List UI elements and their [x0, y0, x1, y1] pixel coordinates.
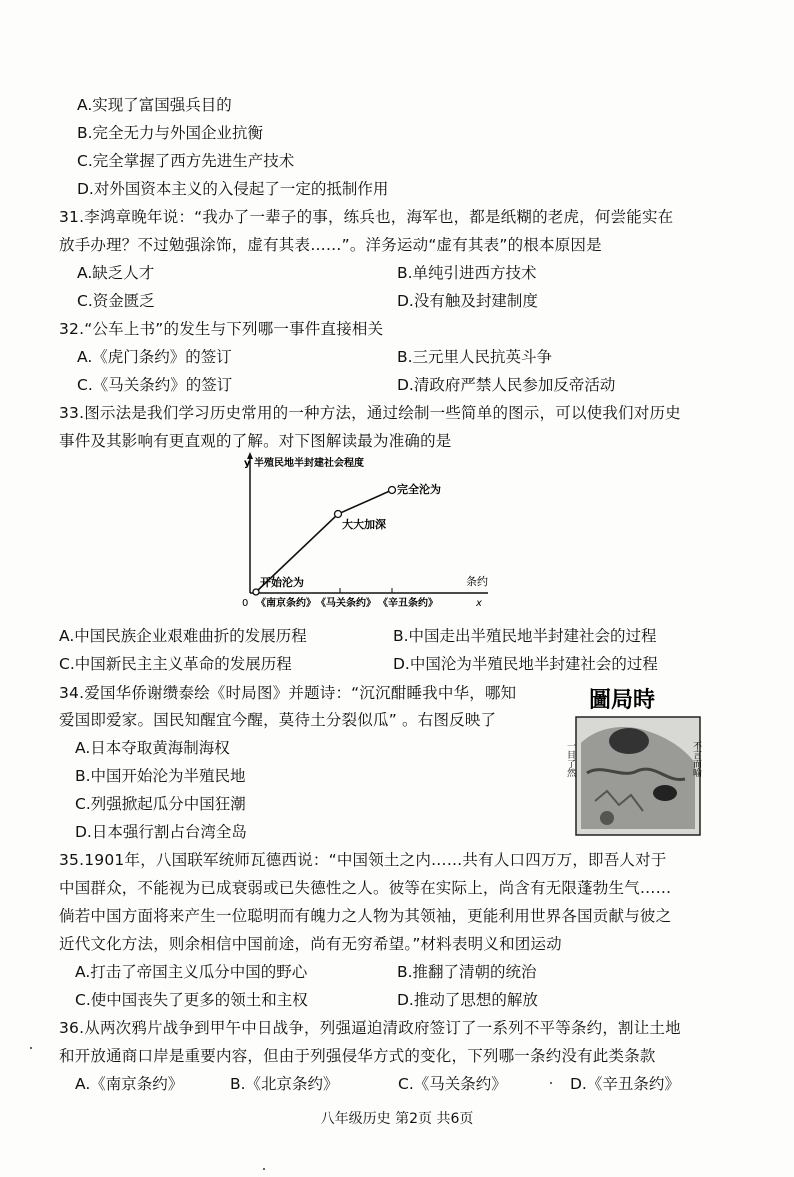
x-axis-label: 条约	[466, 575, 488, 588]
q33-option-a: A.中国民族企业艰难曲折的发展历程	[59, 627, 307, 645]
point-label-3: 完全沦为	[397, 483, 441, 496]
q33-option-d: D.中国沦为半殖民地半封建社会的过程	[393, 655, 658, 673]
x-category-nanjing: 《南京条约》	[256, 598, 316, 609]
q30-option-a: A.实现了富国强兵目的	[77, 96, 232, 114]
q31-option-c: C.资金匮乏	[77, 292, 155, 310]
page-footer: 八年级历史 第2页 共6页	[320, 1111, 474, 1127]
scan-speck	[550, 1082, 552, 1084]
y-axis-label: y 半殖民地半封建社会程度	[244, 458, 364, 469]
q32-option-d: D.清政府严禁人民参加反帝活动	[397, 376, 616, 394]
q33-stem-line1: 33.图示法是我们学习历史常用的一种方法，通过绘制一些简单的图示，可以使我们对历史	[59, 404, 681, 422]
q32-option-c: C.《马关条约》的签订	[77, 376, 233, 394]
history-line-chart	[230, 450, 500, 610]
q31-option-d: D.没有触及封建制度	[397, 292, 538, 310]
q36-option-d: D.《辛丑条约》	[570, 1075, 680, 1093]
x-category-maguan: 《马关条约》	[316, 598, 376, 609]
q33-option-b: B.中国走出半殖民地半封建社会的过程	[393, 627, 657, 645]
q30-option-b: B.完全无力与外国企业抗衡	[77, 124, 264, 142]
q34-option-d: D.日本强行割占台湾全岛	[75, 823, 247, 841]
q31-option-b: B.单纯引进西方技术	[397, 264, 537, 282]
q35-stem-line3: 倘若中国方面将来产生一位聪明而有魄力之人物为其领袖，更能利用世界各国贡献与彼之	[59, 907, 672, 925]
q35-option-a: A.打击了帝国主义瓜分中国的野心	[75, 963, 308, 981]
q34-stem-line1: 34.爱国华侨谢缵泰绘《时局图》并题诗：“沉沉酣睡我中华，哪知	[59, 684, 517, 702]
cartoon-bird	[653, 785, 677, 801]
q35-stem-line2: 中国群众，不能视为已成衰弱或已失德性之人。彼等在实际上，尚含有无限蓬勃生气……	[59, 879, 672, 897]
q32-stem: 32.“公车上书”的发生与下列哪一事件直接相关	[59, 320, 384, 338]
q35-option-d: D.推动了思想的解放	[397, 991, 538, 1009]
cartoon-bear	[609, 728, 649, 754]
q31-option-a: A.缺乏人才	[77, 264, 155, 282]
q36-stem-line2: 和开放通商口岸是重要内容，但由于列强侵华方式的变化，下列哪一条约没有此类条款	[59, 1047, 656, 1065]
scan-speck	[30, 1047, 32, 1049]
q34-option-a: A.日本夺取黄海制海权	[75, 739, 230, 757]
q30-option-d: D.对外国资本主义的入侵起了一定的抵制作用	[77, 180, 389, 198]
q35-stem-line4: 近代文化方法，则余相信中国前途，尚有无穷希望。”材料表明义和团运动	[59, 935, 562, 953]
shijutu-cartoon-image	[567, 683, 704, 838]
q34-stem-line2: 爱国即爱家。国民知醒宜今醒，莫待土分裂似瓜” 。右图反映了	[59, 711, 497, 729]
q36-option-b: B.《北京条约》	[230, 1075, 339, 1093]
x-axis-end-label: x	[476, 598, 482, 609]
point-label-1: 开始沦为	[260, 576, 304, 589]
q32-option-b: B.三元里人民抗英斗争	[397, 348, 553, 366]
q35-stem-line1: 35.1901年，八国联军统师瓦德西说：“中国领土之内……共有人口四万万，即吾人对于	[59, 851, 667, 869]
q35-option-b: B.推翻了清朝的统治	[397, 963, 537, 981]
q34-option-c: C.列强掀起瓜分中国狂潮	[75, 795, 246, 813]
point-label-2: 大大加深	[342, 518, 386, 531]
cartoon-title: 圖局時	[589, 687, 656, 713]
origin-label: 0	[242, 598, 249, 609]
data-point-1	[253, 589, 259, 595]
q35-option-c: C.使中国丧失了更多的领土和主权	[75, 991, 308, 1009]
q31-stem-line2: 放手办理？不过勉强涂饰，虚有其表……”。洋务运动“虚有其表”的根本原因是	[59, 236, 602, 254]
q32-option-a: A.《虎门条约》的签订	[77, 348, 232, 366]
x-category-xinchou: 《辛丑条约》	[378, 598, 438, 609]
q34-option-b: B.中国开始沦为半殖民地	[75, 767, 246, 785]
q30-option-c: C.完全掌握了西方先进生产技术	[77, 152, 295, 170]
data-point-2	[335, 511, 342, 518]
q36-option-a: A.《南京条约》	[75, 1075, 184, 1093]
q33-option-c: C.中国新民主主义革命的发展历程	[59, 655, 292, 673]
q31-stem-line1: 31.李鸿章晚年说：“我办了一辈子的事，练兵也，海军也，都是纸糊的老虎，何尝能实在	[59, 208, 674, 226]
q36-stem-line1: 36.从两次鸦片战争到甲午中日战争，列强逼迫清政府签订了一系列不平等条约，割让土地	[59, 1019, 681, 1037]
q36-option-c: C.《马关条约》	[398, 1075, 507, 1093]
cartoon-figure	[600, 811, 614, 825]
cartoon-side-text-left: 一目了然	[565, 741, 575, 777]
scan-speck	[263, 1168, 265, 1170]
q33-stem-line2: 事件及其影响有更直观的了解。对下图解读最为准确的是	[59, 432, 452, 450]
cartoon-side-text-right: 不言而喻	[691, 741, 701, 777]
data-point-3	[389, 487, 396, 494]
